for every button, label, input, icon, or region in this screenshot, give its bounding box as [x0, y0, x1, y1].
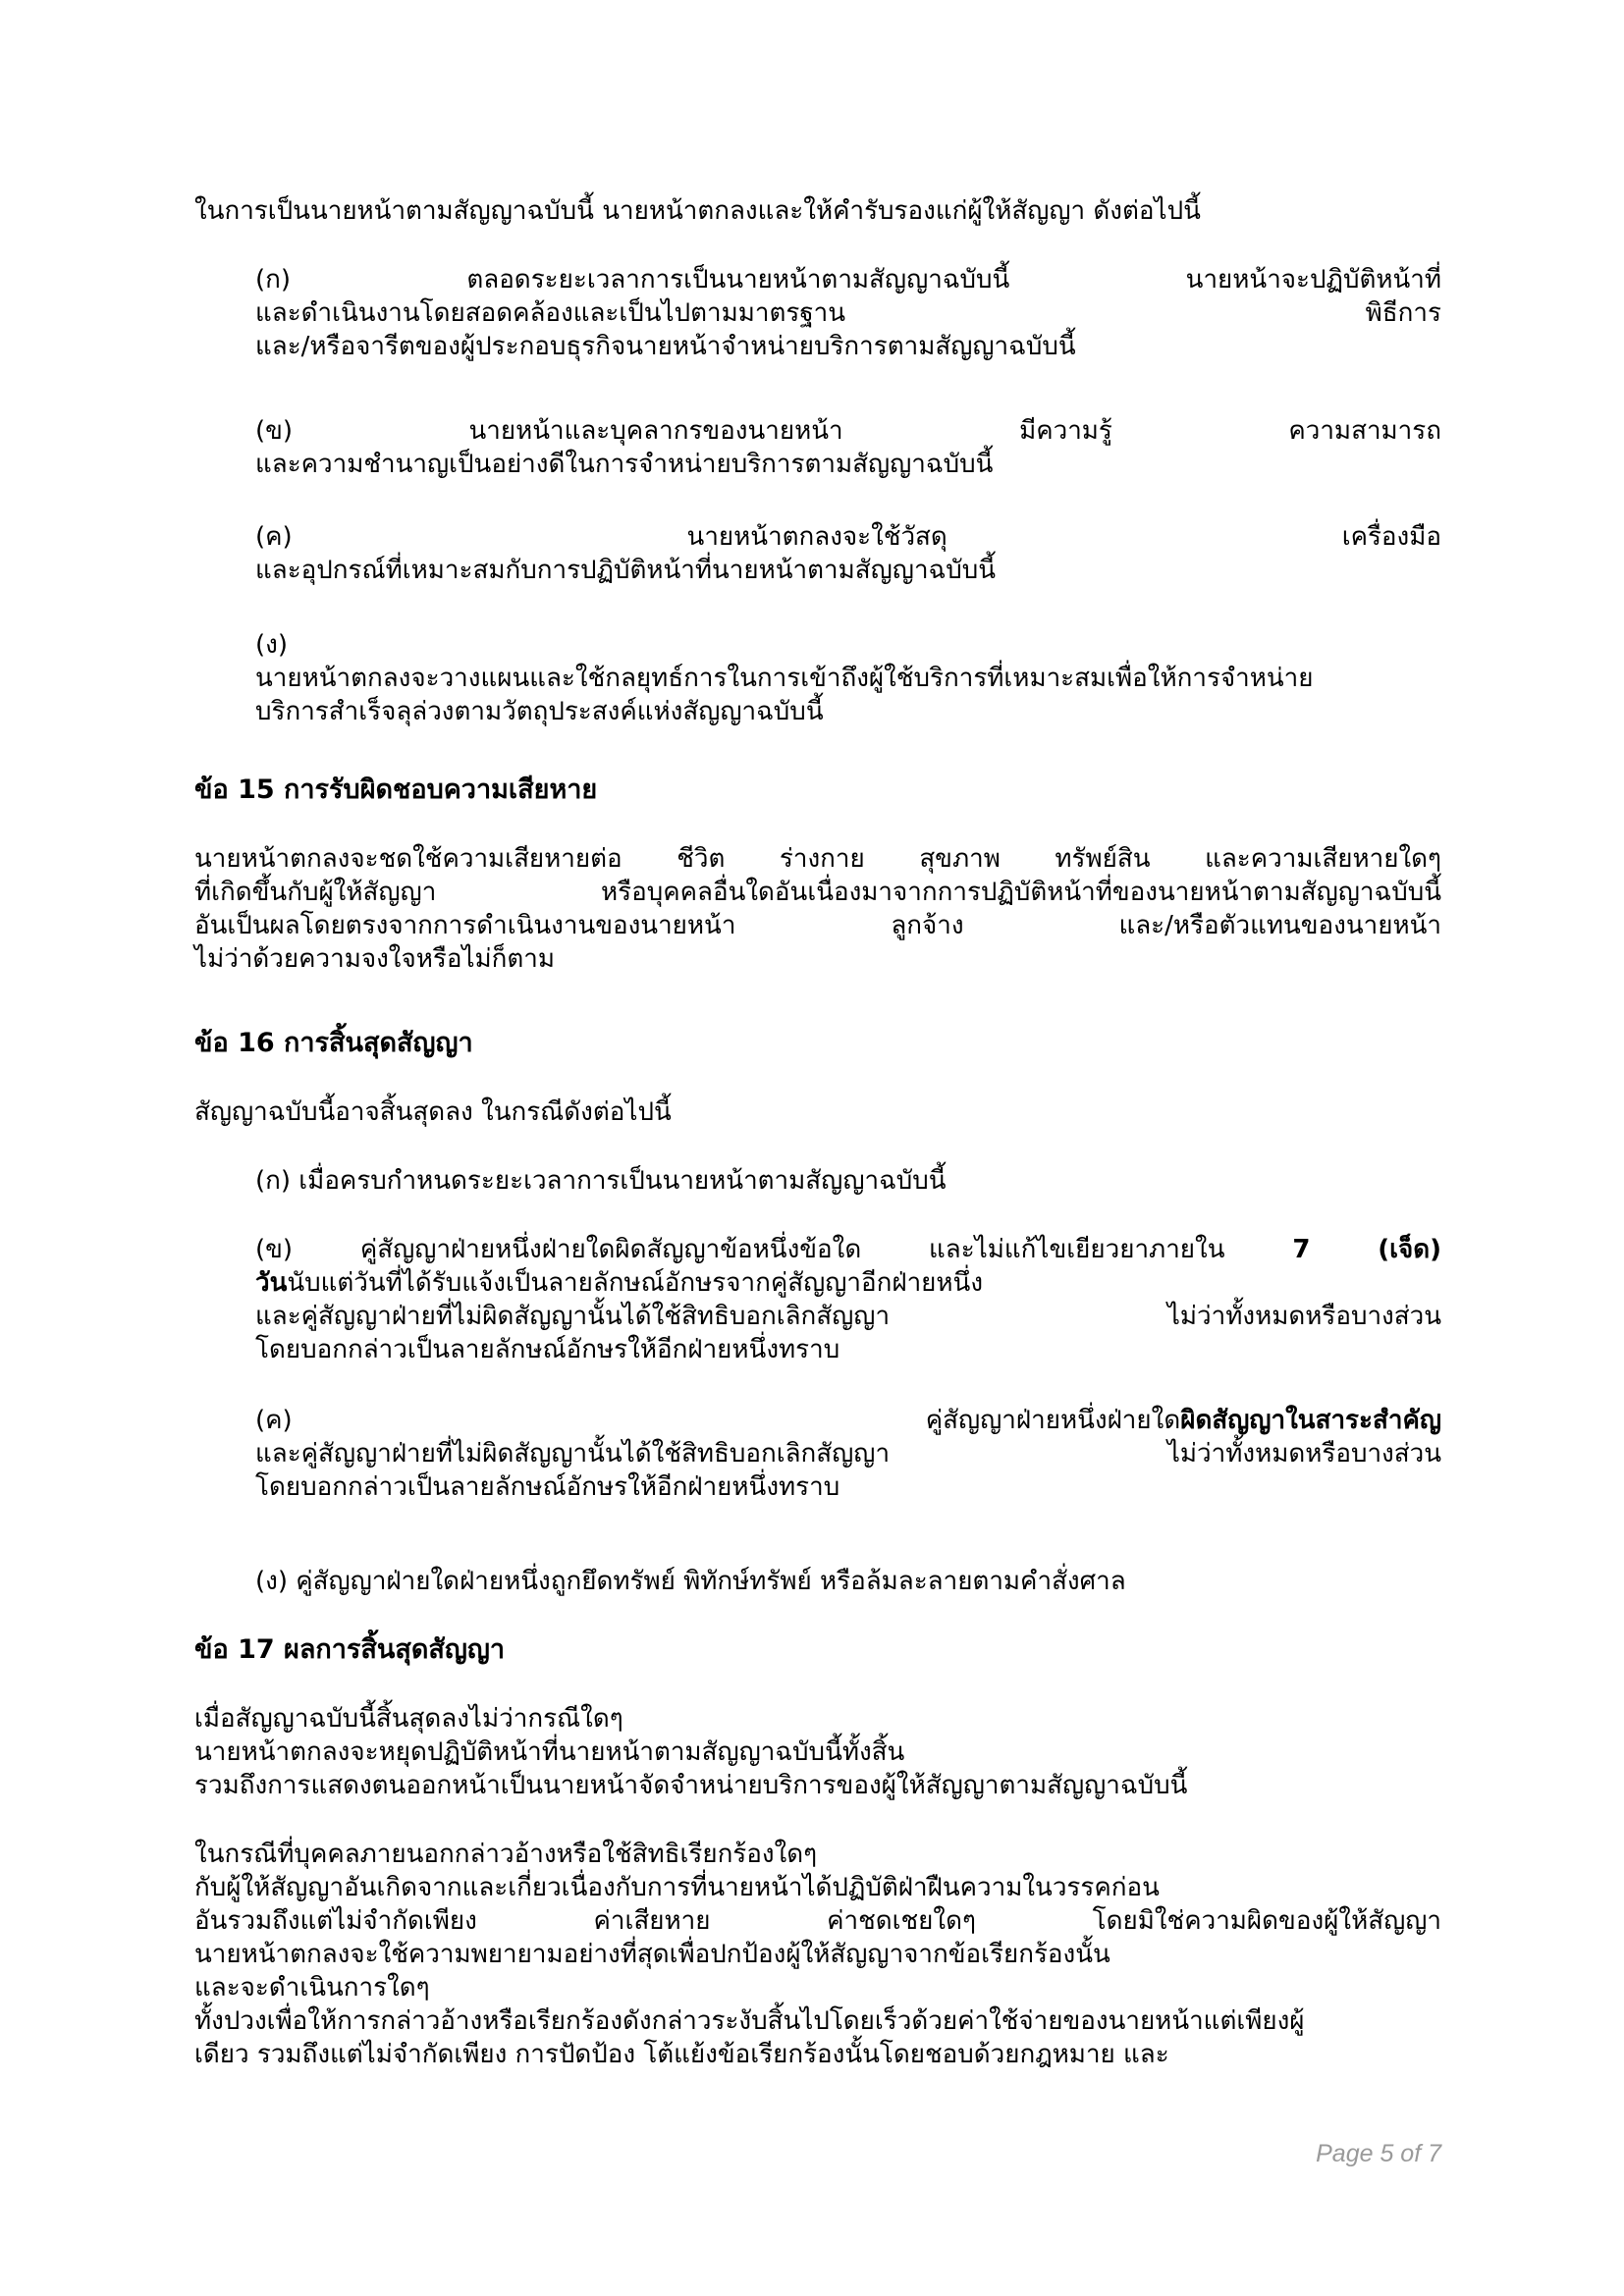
text-segment: ค่าเสียหาย — [593, 1906, 711, 1936]
text-segment: ทรัพย์สิน — [1055, 844, 1151, 874]
page-number-footer: Page 5 of 7 — [1316, 2140, 1441, 2167]
bold-number-word: (เจ็ด) — [1378, 1235, 1441, 1264]
text-segment: เครื่องมือ — [1341, 522, 1441, 552]
bold-phrase: ผิดสัญญาในสาระสำคัญ — [1180, 1406, 1441, 1435]
clause-15-heading: ข้อ 15 การรับผิดชอบความเสียหาย — [194, 774, 598, 805]
justified-line — [194, 876, 1441, 909]
intro-paragraph — [194, 194, 1441, 228]
justified-line — [255, 1404, 1441, 1437]
bold-word: วัน — [255, 1268, 288, 1298]
item-marker: (ค) — [255, 1406, 293, 1435]
warranty-item-d — [255, 628, 1441, 728]
text-segment: ชีวิต — [677, 844, 726, 874]
termination-item-a — [255, 1164, 1441, 1198]
warranty-item-c — [255, 520, 1441, 587]
termination-item-d — [255, 1565, 1441, 1598]
text-segment: พิธีการ — [1365, 298, 1441, 328]
text-segment: และ/หรือตัวแทนของนายหน้า — [1118, 911, 1441, 940]
clause-15-paragraph — [194, 842, 1441, 976]
bold-number: 7 — [1292, 1235, 1311, 1264]
text-line: และอุปกรณ์ที่เหมาะสมกับการปฏิบัติหน้าที่นายหน้าตามสัญญาฉบับนี้ — [255, 556, 997, 585]
clause-17-heading: ข้อ 17 ผลการสิ้นสุดสัญญา — [194, 1634, 506, 1665]
warranty-item-b — [255, 414, 1441, 481]
text-segment: ร่างกาย — [779, 844, 865, 874]
text-segment: ตลอดระยะเวลาการเป็นนายหน้าตามสัญญาฉบับนี้ — [466, 265, 1010, 294]
text-segment: สุขภาพ — [919, 844, 1001, 874]
text-segment: และความเสียหายใดๆ — [1205, 844, 1441, 874]
item-marker: (ก) — [255, 265, 292, 294]
text-segment: ค่าชดเชยใดๆ — [827, 1906, 976, 1936]
clause-17-paragraph-2 — [194, 1838, 1441, 2071]
item-marker: (ค) — [255, 522, 293, 552]
text-line: นายหน้าตกลงจะหยุดปฏิบัติหน้าที่นายหน้าตามสัญญาฉบับนี้ทั้งสิ้น — [194, 1737, 905, 1767]
text-line: สัญญาฉบับนี้อาจสิ้นสุดลง ในกรณีดังต่อไปนี้ — [194, 1097, 672, 1127]
justified-line — [255, 296, 1441, 330]
text-segment: นายหน้าตกลงจะชดใช้ความเสียหายต่อ — [194, 844, 623, 874]
text-segment: ไม่ว่าทั้งหมดหรือบางส่วน — [1166, 1439, 1441, 1468]
text-line: และจะดำเนินการใดๆ — [194, 1973, 430, 2002]
text-segment: ไม่ว่าทั้งหมดหรือบางส่วน — [1166, 1302, 1441, 1331]
text-line — [255, 1266, 1441, 1300]
justified-line — [255, 414, 1441, 448]
text-segment: มีความรู้ — [1019, 416, 1112, 446]
text-line: (ก) เมื่อครบกำหนดระยะเวลาการเป็นนายหน้าตามสัญญาฉบับนี้ — [255, 1166, 947, 1196]
text-line: (ง) คู่สัญญาฝ่ายใดฝ่ายหนึ่งถูกยึดทรัพย์ พิทักษ์ทรัพย์ หรือล้มละลายตามคำสั่งศาล — [255, 1567, 1126, 1596]
text-line: นายหน้าตกลงจะวางแผนและใช้กลยุทธ์การในการเข้าถึงผู้ใช้บริการที่เหมาะสมเพื่อให้การจำหน่าย — [255, 664, 1314, 693]
justified-line — [194, 842, 1441, 876]
text-segment: และไม่แก้ไขเยียวยาภายใน — [929, 1235, 1225, 1264]
text-segment: หรือบุคคลอื่นใดอันเนื่องมาจากการปฏิบัติหน้าที่ของนายหน้าตามสัญญาฉบับนี้ — [601, 878, 1441, 907]
item-marker: (ข) — [255, 416, 294, 446]
justified-line — [194, 1904, 1441, 1938]
text-segment: และคู่สัญญาฝ่ายที่ไม่ผิดสัญญานั้นได้ใช้สิทธิบอกเลิกสัญญา — [255, 1302, 891, 1331]
termination-item-c — [255, 1404, 1441, 1504]
justified-line — [255, 1233, 1441, 1266]
text-segment: ลูกจ้าง — [891, 911, 964, 940]
justified-line — [255, 263, 1441, 296]
clause-17-paragraph-1 — [194, 1702, 1441, 1802]
intro-line: ในการเป็นนายหน้าตามสัญญาฉบับนี้ นายหน้าตกลงและให้คำรับรองแก่ผู้ให้สัญญา ดังต่อไปนี้ — [194, 196, 1201, 226]
text-segment: ความสามารถ — [1288, 416, 1441, 446]
text-segment: อันเป็นผลโดยตรงจากการดำเนินงานของนายหน้า — [194, 911, 736, 940]
text-line: ในกรณีที่บุคคลภายนอกกล่าวอ้างหรือใช้สิทธิเรียกร้องใดๆ — [194, 1840, 818, 1869]
clause-16-intro — [194, 1095, 1441, 1129]
text-segment — [926, 1404, 1441, 1437]
text-segment: นับแต่วันที่ได้รับแจ้งเป็นลายลักษณ์อักษรจากคู่สัญญาอีกฝ่ายหนึ่ง — [287, 1268, 984, 1298]
text-segment: และคู่สัญญาฝ่ายที่ไม่ผิดสัญญานั้นได้ใช้สิทธิบอกเลิกสัญญา — [255, 1439, 891, 1468]
justified-line — [194, 909, 1441, 942]
text-line: รวมถึงการแสดงตนออกหน้าเป็นนายหน้าจัดจำหน่ายบริการของผู้ให้สัญญาตามสัญญาฉบับนี้ — [194, 1771, 1188, 1800]
termination-item-b — [255, 1233, 1441, 1366]
text-segment: โดยมิใช่ความผิดของผู้ให้สัญญา — [1092, 1906, 1441, 1936]
text-segment: อันรวมถึงแต่ไม่จำกัดเพียง — [194, 1906, 477, 1936]
text-segment: ที่เกิดขึ้นกับผู้ให้สัญญา — [194, 878, 437, 907]
text-segment: นายหน้าจะปฏิบัติหน้าที่ — [1185, 265, 1441, 294]
justified-line — [255, 1437, 1441, 1470]
item-marker: (ง) — [255, 630, 288, 660]
text-line: โดยบอกกล่าวเป็นลายลักษณ์อักษรให้อีกฝ่ายหนึ่งทราบ — [255, 1335, 840, 1364]
text-line: เดียว รวมถึงแต่ไม่จำกัดเพียง การปัดป้อง โต้แย้งข้อเรียกร้องนั้นโดยชอบด้วยกฎหมาย และ — [194, 2040, 1169, 2069]
text-segment: คู่สัญญาฝ่ายหนึ่งฝ่ายใด — [925, 1406, 1181, 1435]
text-segment: นายหน้าและบุคลากรของนายหน้า — [468, 416, 843, 446]
text-line: บริการสำเร็จลุล่วงตามวัตถุประสงค์แห่งสัญญาฉบับนี้ — [255, 697, 824, 726]
clause-16-heading: ข้อ 16 การสิ้นสุดสัญญา — [194, 1028, 473, 1058]
text-line: และ/หรือจารีตของผู้ประกอบธุรกิจนายหน้าจำหน่ายบริการตามสัญญาฉบับนี้ — [255, 332, 1076, 361]
text-line: นายหน้าตกลงจะใช้ความพยายามอย่างที่สุดเพื่อปกป้องผู้ให้สัญญาจากข้อเรียกร้องนั้น — [194, 1940, 1110, 1969]
text-segment: และดำเนินงานโดยสอดคล้องและเป็นไปตามมาตรฐาน — [255, 298, 846, 328]
text-line: ทั้งปวงเพื่อให้การกล่าวอ้างหรือเรียกร้องดังกล่าวระงับสิ้นไปโดยเร็วด้วยค่าใช้จ่ายของนายหน้าแต่เพียงผู้ — [194, 2006, 1305, 2036]
justified-line — [255, 520, 1441, 554]
warranty-item-a — [255, 263, 1441, 363]
text-segment: คู่สัญญาฝ่ายหนึ่งฝ่ายใดผิดสัญญาข้อหนึ่งข้อใด — [359, 1235, 862, 1264]
text-line: โดยบอกกล่าวเป็นลายลักษณ์อักษรให้อีกฝ่ายหนึ่งทราบ — [255, 1472, 840, 1502]
text-line: และความชำนาญเป็นอย่างดีในการจำหน่ายบริการตามสัญญาฉบับนี้ — [255, 450, 994, 479]
justified-line — [255, 1300, 1441, 1333]
text-segment: นายหน้าตกลงจะใช้วัสดุ — [686, 522, 947, 552]
text-line: ไม่ว่าด้วยความจงใจหรือไม่ก็ตาม — [194, 944, 556, 974]
text-line: กับผู้ให้สัญญาอันเกิดจากและเกี่ยวเนื่องกับการที่นายหน้าได้ปฏิบัติฝ่าฝืนความในวรรคก่อน — [194, 1873, 1160, 1902]
text-line: เมื่อสัญญาฉบับนี้สิ้นสุดลงไม่ว่ากรณีใดๆ — [194, 1704, 623, 1734]
item-marker: (ข) — [255, 1235, 294, 1264]
